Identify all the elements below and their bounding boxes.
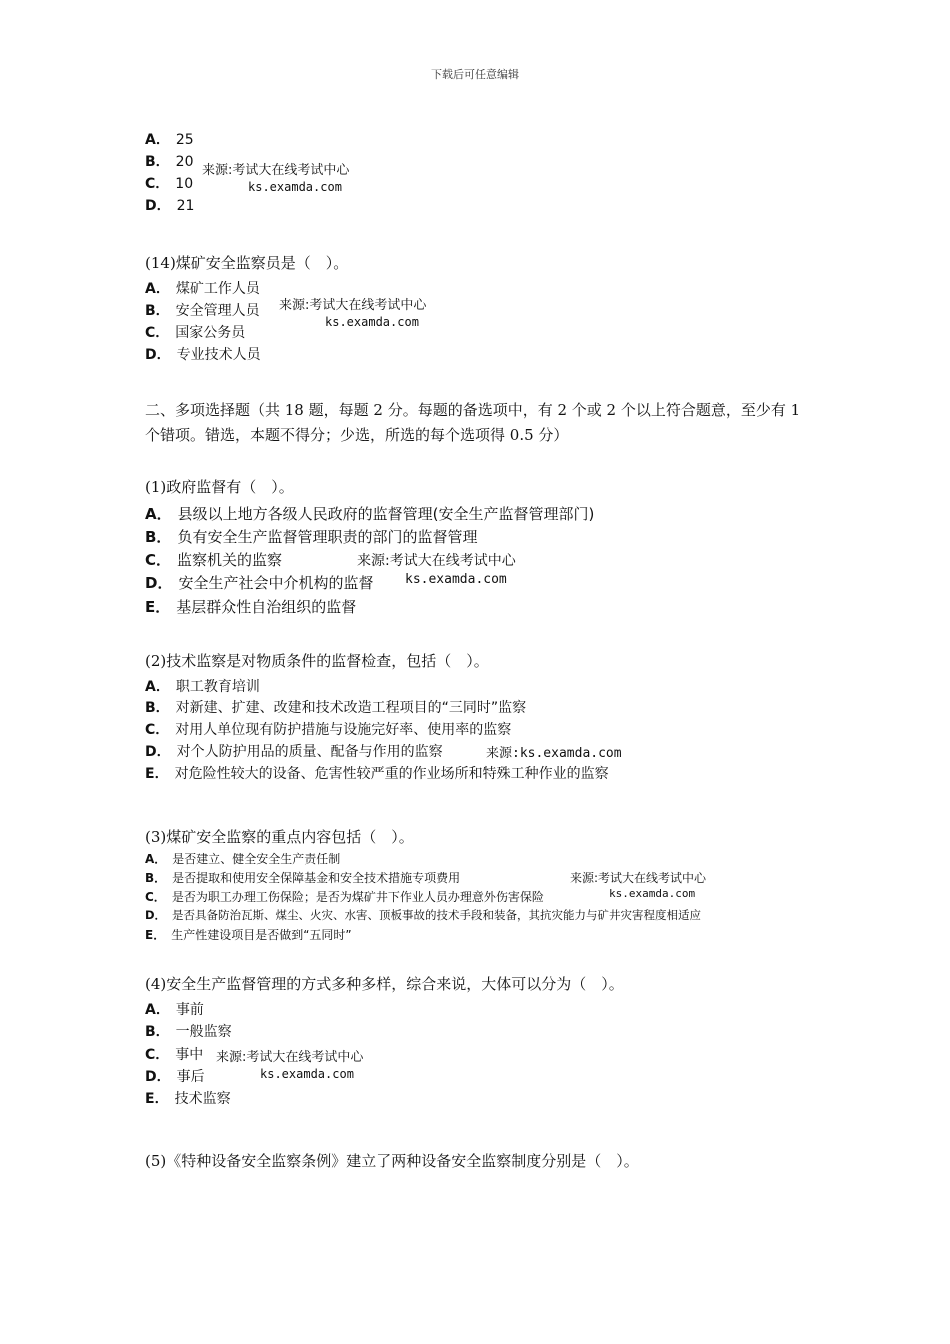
m2-option-a: A． 职工教育培训 xyxy=(145,679,260,695)
m1-option-d: D． 安全生产社会中介机构的监督 xyxy=(145,574,374,592)
watermark-url: ks.examda.com xyxy=(260,1067,354,1081)
m2-option-c: C． 对用人单位现有防护措施与设施完好率、使用率的监察 xyxy=(145,722,512,738)
multi-question-3: (3)煤矿安全监察的重点内容包括（ ）。 xyxy=(145,828,414,846)
m3-option-a: A． 是否建立、健全安全生产责任制 xyxy=(145,852,341,866)
multi-question-1: (1)政府监督有（ ）。 xyxy=(145,478,294,496)
m1-option-e: E． 基层群众性自治组织的监督 xyxy=(145,598,357,616)
multi-question-4: (4)安全生产监督管理的方式多种多样，综合来说，大体可以分为（ ）。 xyxy=(145,975,624,993)
question-14: (14)煤矿安全监察员是（ ）。 xyxy=(145,254,349,272)
q13-option-b: B． 20 xyxy=(145,154,194,170)
q13-option-d: D． 21 xyxy=(145,198,195,214)
m1-option-a: A． 县级以上地方各级人民政府的监督管理(安全生产监督管理部门) xyxy=(145,505,595,523)
watermark-url: ks.examda.com xyxy=(248,180,342,194)
m4-option-d: D． 事后 xyxy=(145,1069,205,1085)
m4-option-c: C． 事中 xyxy=(145,1047,204,1063)
m3-option-b: B． 是否提取和使用安全保障基金和安全技术措施专项费用 xyxy=(145,871,461,885)
watermark-url: ks.examda.com xyxy=(405,572,507,587)
section-2-intro: 二、多项选择题（共 18 题，每题 2 分。每题的备选项中，有 2 个或 2 个以上符合题意，至少有 1 个错项。错选，本题不得分；少选，所选的每个选项得 0.5 分） xyxy=(145,401,801,444)
multi-question-2: (2)技术监察是对物质条件的监督检查，包括（ ）。 xyxy=(145,652,489,670)
page-header: 下载后可任意编辑 xyxy=(431,68,519,81)
m2-option-d: D． 对个人防护用品的质量、配备与作用的监察 xyxy=(145,744,443,760)
m2-option-e: E． 对危险性较大的设备、危害性较严重的作业场所和特殊工种作业的监察 xyxy=(145,766,609,782)
q13-option-a: A． 25 xyxy=(145,132,194,148)
m1-option-c: C． 监察机关的监察 xyxy=(145,551,283,569)
watermark-url: ks.examda.com xyxy=(609,887,696,900)
watermark-source: 来源:考试大在线考试中心 xyxy=(216,1050,364,1065)
watermark-url: ks.examda.com xyxy=(325,315,419,329)
m4-option-e: E． 技术监察 xyxy=(145,1091,231,1107)
multi-question-5: (5)《特种设备安全监察条例》建立了两种设备安全监察制度分别是（ ）。 xyxy=(145,1152,639,1170)
q14-option-b: B． 安全管理人员 xyxy=(145,303,260,319)
m1-option-b: B． 负有安全生产监督管理职责的部门的监督管理 xyxy=(145,528,478,546)
watermark-source: 来源:考试大在线考试中心 xyxy=(570,871,707,885)
m3-option-e: E． 生产性建设项目是否做到“五同时” xyxy=(145,928,352,942)
m2-option-b: B． 对新建、扩建、改建和技术改造工程项目的“三同时”监察 xyxy=(145,700,527,716)
q14-option-d: D． 专业技术人员 xyxy=(145,347,261,363)
m4-option-a: A． 事前 xyxy=(145,1002,204,1018)
watermark-source: 来源:考试大在线考试中心 xyxy=(279,298,427,313)
watermark-combo: 来源:ks.examda.com xyxy=(486,746,622,761)
watermark-source: 来源:考试大在线考试中心 xyxy=(202,163,350,178)
q13-option-c: C． 10 xyxy=(145,176,194,192)
m4-option-b: B． 一般监察 xyxy=(145,1024,232,1040)
q14-option-a: A． 煤矿工作人员 xyxy=(145,281,260,297)
m3-option-d: D． 是否具备防治瓦斯、煤尘、火灾、水害、顶板事故的技术手段和装备，其抗灾能力与矿井灾害程度相适应 xyxy=(145,908,702,922)
m3-option-c: C． 是否为职工办理工伤保险；是否为煤矿井下作业人员办理意外伤害保险 xyxy=(145,890,544,904)
q14-option-c: C． 国家公务员 xyxy=(145,325,246,341)
watermark-source: 来源:考试大在线考试中心 xyxy=(357,553,516,569)
